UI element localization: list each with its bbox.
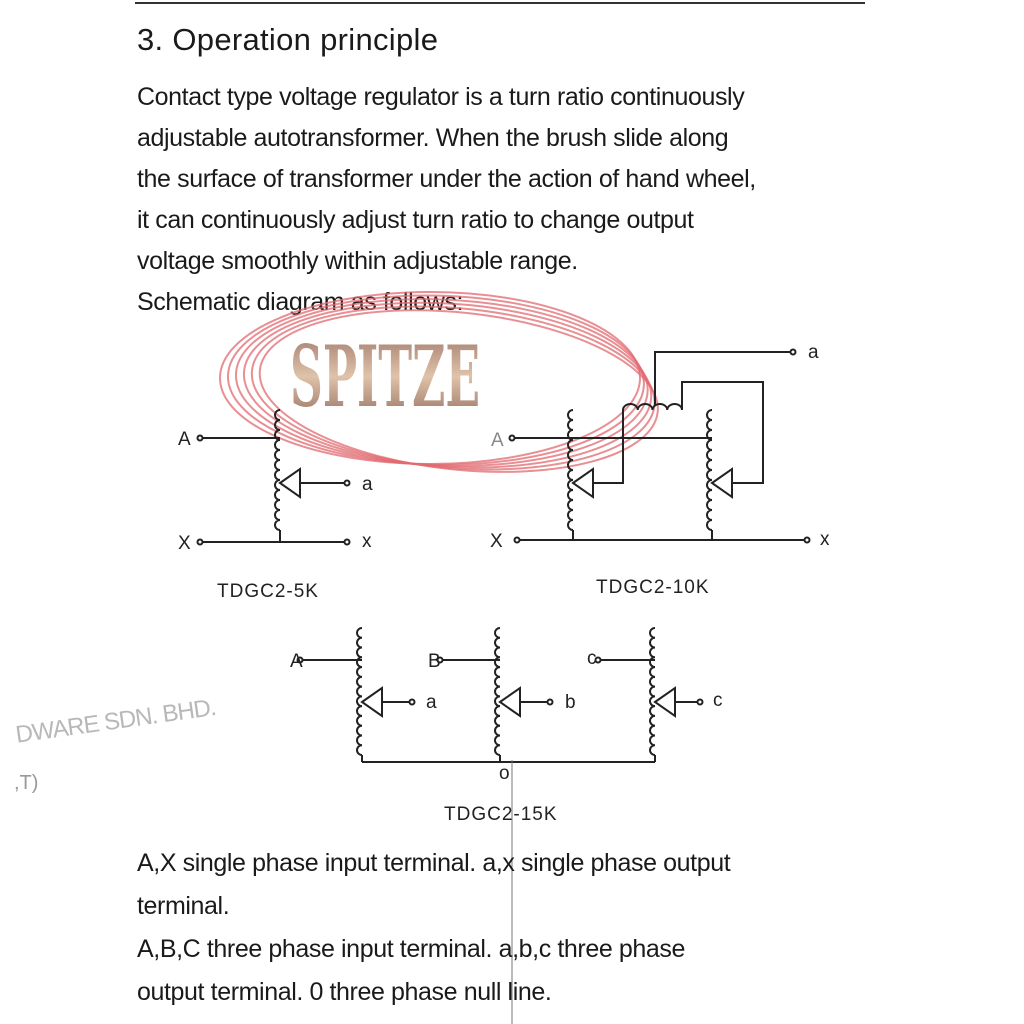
winding-coil bbox=[707, 410, 712, 530]
intro-line: Schematic diagram as follows: bbox=[137, 288, 464, 316]
intro-line: Contact type voltage regulator is a turn ratio continuously bbox=[137, 83, 745, 111]
diagram-tdgc2-15k bbox=[290, 648, 723, 825]
section-heading: 3. Operation principle bbox=[137, 22, 439, 57]
brush-wiper bbox=[500, 688, 520, 716]
terminal-label-A: A bbox=[290, 651, 303, 672]
neutral-label-o: o bbox=[499, 763, 510, 784]
terminal-label-x: x bbox=[820, 529, 830, 550]
intro-line: voltage smoothly within adjustable range. bbox=[137, 247, 578, 275]
terminal-dot bbox=[548, 700, 553, 705]
brush-wiper bbox=[280, 469, 300, 497]
terminal-dot bbox=[198, 540, 203, 545]
footer-line: A,X single phase input terminal. a,x single phase output bbox=[137, 849, 731, 877]
intro-line: it can continuously adjust turn ratio to change output bbox=[137, 206, 694, 234]
caption-tdgc2-15k: TDGC2-15K bbox=[444, 804, 558, 825]
spitze-watermark bbox=[220, 291, 666, 490]
terminal-dot bbox=[515, 538, 520, 543]
terminal-label-a: a bbox=[362, 474, 373, 495]
terminal-dot bbox=[345, 540, 350, 545]
side-watermark-2: ,T) bbox=[14, 772, 39, 794]
terminal-label-B: B bbox=[428, 651, 441, 672]
terminal-label-a: a bbox=[808, 342, 819, 363]
terminal-dot bbox=[791, 350, 796, 355]
watermark-brand: SPITZE bbox=[290, 327, 480, 426]
terminal-label-C: c bbox=[587, 648, 597, 669]
wire bbox=[682, 382, 763, 483]
footer-line: A,B,C three phase input terminal. a,b,c three phase bbox=[137, 935, 685, 963]
caption-tdgc2-5k: TDGC2-5K bbox=[217, 581, 319, 602]
terminal-dot bbox=[698, 700, 703, 705]
terminal-label-a: a bbox=[426, 692, 437, 713]
footer-line: output terminal. 0 three phase null line. bbox=[137, 978, 552, 1006]
caption-tdgc2-10k: TDGC2-10K bbox=[596, 577, 710, 598]
terminal-dot bbox=[510, 436, 515, 441]
brush-wiper bbox=[573, 469, 593, 497]
terminal-dot bbox=[410, 700, 415, 705]
intro-line: the surface of transformer under the action of hand wheel, bbox=[137, 165, 756, 193]
terminal-label-A: A bbox=[178, 429, 191, 450]
winding-coil bbox=[357, 628, 362, 755]
intro-line: adjustable autotransformer. When the brush slide along bbox=[137, 124, 729, 152]
brush-wiper bbox=[655, 688, 675, 716]
winding-coil bbox=[568, 410, 573, 530]
wire bbox=[655, 352, 790, 405]
terminal-label-A: A bbox=[491, 430, 504, 451]
terminal-dot bbox=[198, 436, 203, 441]
terminal-label-c: c bbox=[713, 690, 723, 711]
brush-wiper bbox=[712, 469, 732, 497]
terminal-dot bbox=[345, 481, 350, 486]
winding-coil bbox=[650, 628, 655, 755]
winding-coil bbox=[495, 628, 500, 755]
terminal-label-X: X bbox=[490, 531, 503, 552]
side-watermark: DWARE SDN. BHD. bbox=[14, 693, 218, 749]
terminal-dot bbox=[805, 538, 810, 543]
series-coil bbox=[623, 404, 682, 410]
brush-wiper bbox=[362, 688, 382, 716]
terminal-label-b: b bbox=[565, 692, 576, 713]
terminal-description bbox=[137, 842, 730, 1014]
footer-line: terminal. bbox=[137, 892, 230, 920]
terminal-label-x: x bbox=[362, 531, 372, 552]
terminal-label-X: X bbox=[178, 533, 191, 554]
